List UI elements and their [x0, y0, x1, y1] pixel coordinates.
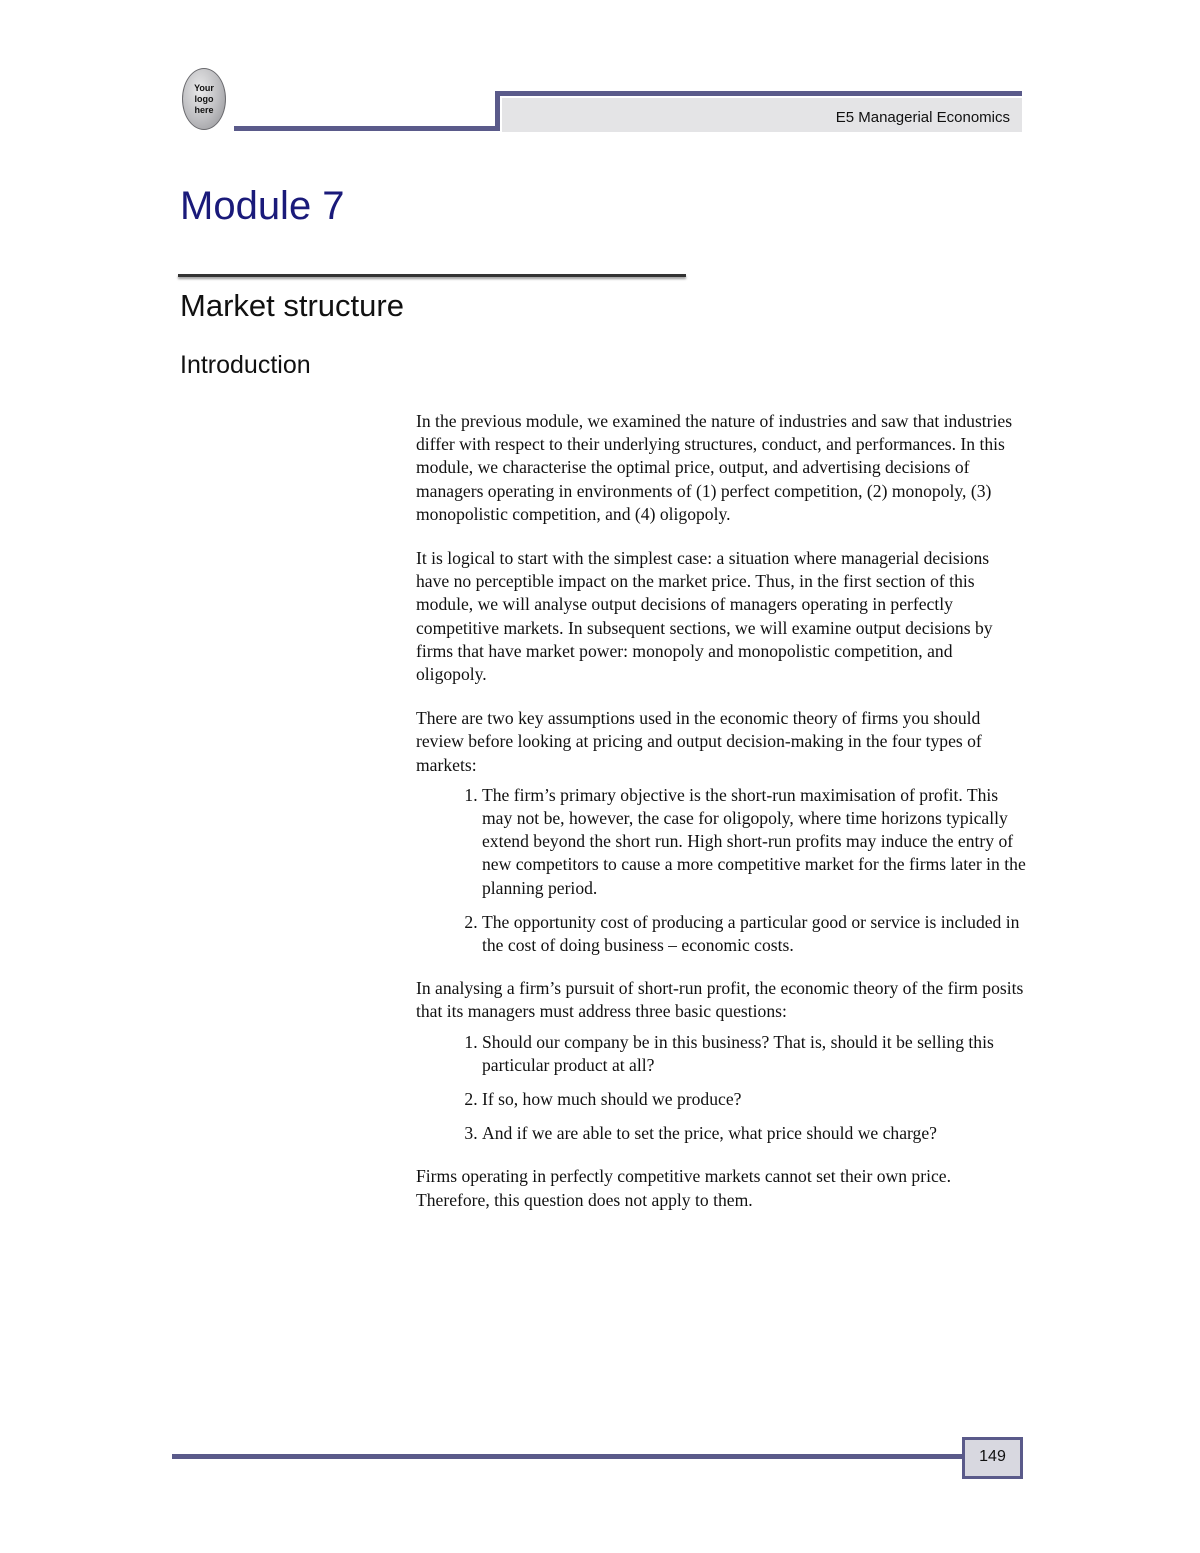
body-content: [416, 410, 1026, 1233]
assumptions-list: [416, 784, 1026, 957]
paragraph: In analysing a firm’s pursuit of short-run profit, the economic theory of the firm posits that its managers must address three basic questions:: [416, 978, 1024, 1022]
header-rule-vertical: [495, 91, 500, 131]
footer-rule: [172, 1454, 967, 1459]
paragraph: In the previous module, we examined the nature of industries and saw that industries differ with respect to their underlying structures, conduct, and performances. In this module, we characterise the optimal price, output, and advertising decisions of managers operating in environments of (1) perfect competition, (2) monopoly, (3) monopolistic competition, and (4) oligopoly.: [416, 411, 1013, 524]
list-item: 1. The firm’s primary objective is the short-run maximisation of profit. This may not be, however, the case for oligopoly, where time horizons typically extend beyond the short run. High short-run profits may induce the entry of new competitors to cause a more competitive market for the firms later in the planning period.: [482, 784, 1026, 900]
paragraph: It is logical to start with the simplest case: a situation where managerial decisions have no perceptible impact on the market price. Thus, in the first section of this module, we will analyse output decisions of managers operating in perfectly competitive markets. In subsequent sections, we will examine output decisions by firms that have market power: monopoly and monopolistic competition, and oligopoly.: [416, 548, 993, 685]
list-item: 3. And if we are able to set the price, what price should we charge?: [482, 1122, 1026, 1145]
section-title: Market structure: [180, 288, 404, 323]
page-number: 149: [979, 1448, 1006, 1465]
paragraph: There are two key assumptions used in the economic theory of firms you should review before looking at pricing and output decision-making in the four types of markets:: [416, 708, 982, 775]
subsection-title: Introduction: [180, 351, 311, 379]
heading-divider: [178, 274, 686, 277]
module-title: Module 7: [180, 184, 345, 228]
running-header-title: E5 Managerial Economics: [835, 109, 1010, 126]
logo: [182, 68, 226, 130]
header-rule-left: [234, 126, 500, 131]
logo-text: Your logo here: [194, 82, 214, 115]
list-item: 2. The opportunity cost of producing a particular good or service is included in the cost of doing business – economic costs.: [482, 911, 1026, 957]
paragraph: Firms operating in perfectly competitive markets cannot set their own price. Therefore, this question does not apply to them.: [416, 1166, 951, 1210]
questions-list: [416, 1031, 1026, 1146]
header-rule-top: [495, 91, 1022, 96]
list-item: 2. If so, how much should we produce?: [482, 1088, 1026, 1111]
list-item: 1. Should our company be in this business? That is, should it be selling this particular product at all?: [482, 1031, 1026, 1077]
